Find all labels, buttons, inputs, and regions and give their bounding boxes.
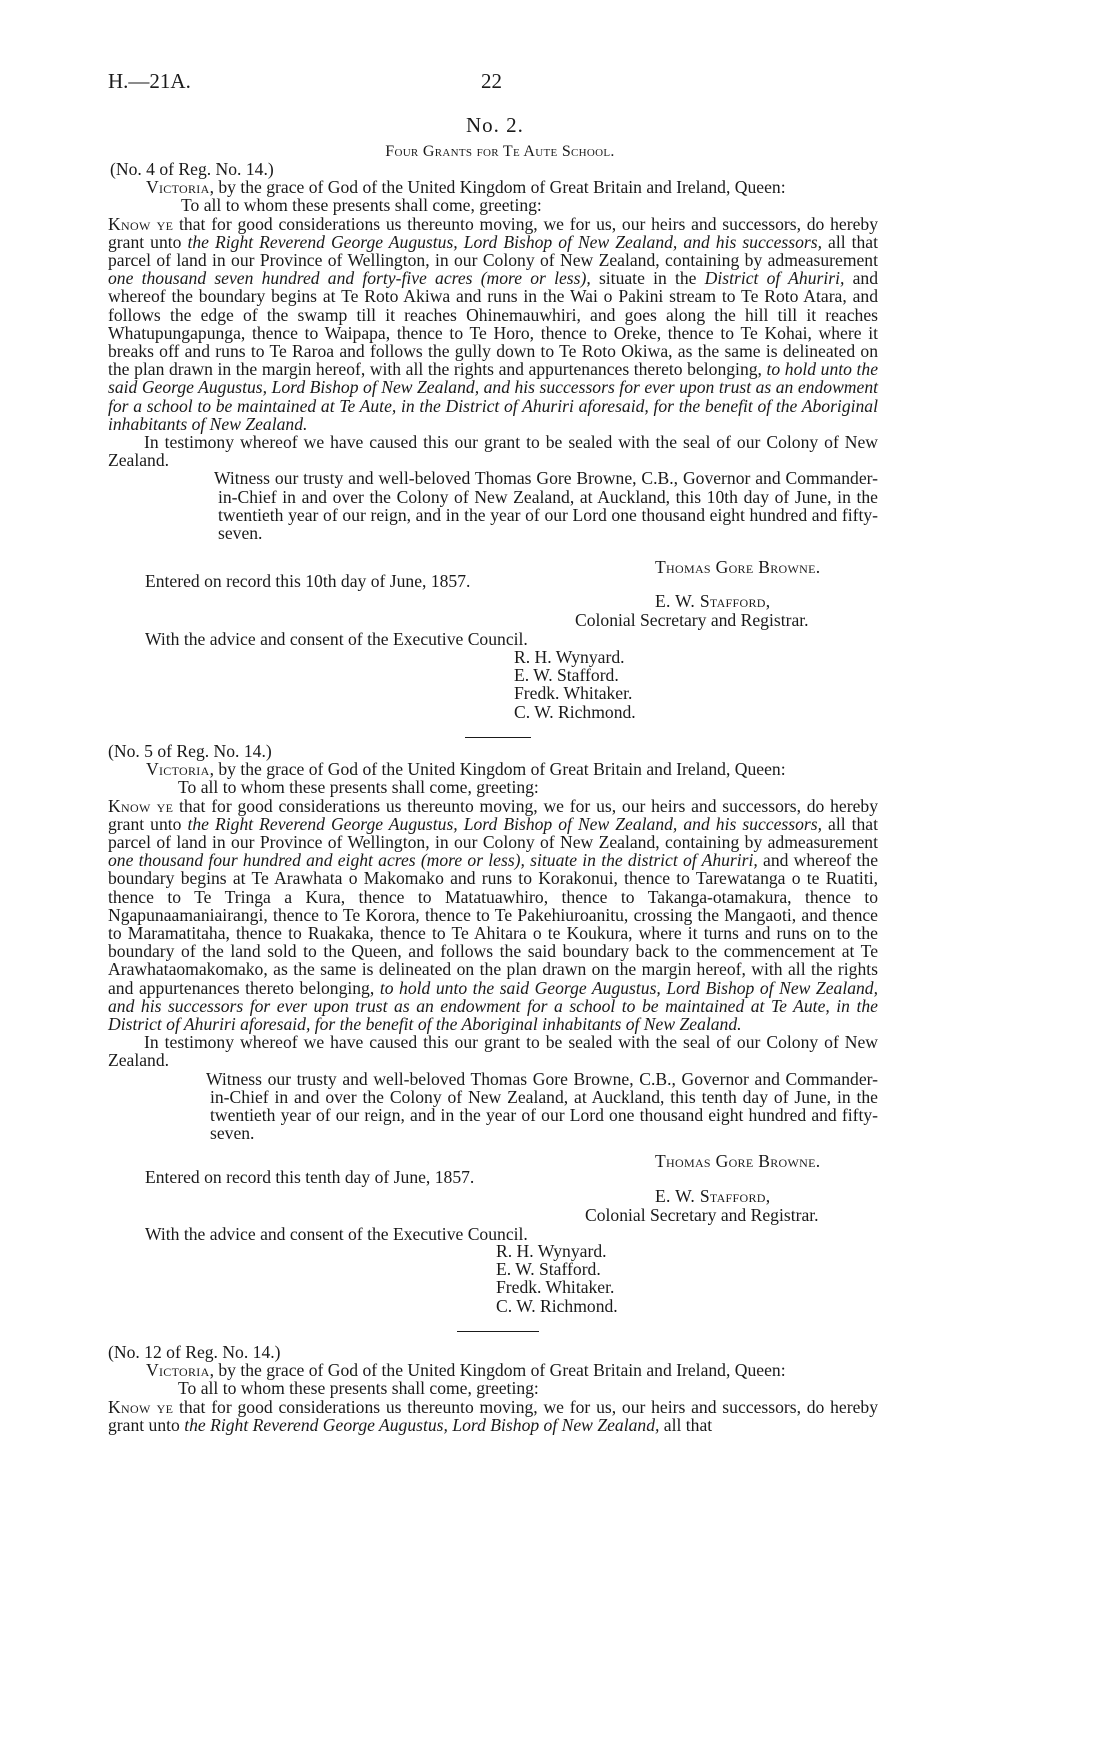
grant-3-to-all: To all to whom these presents shall come, greeting:	[178, 1378, 539, 1399]
grant-2-secretary-title: Colonial Secretary and Registrar.	[585, 1205, 819, 1225]
grant-2-reg-ref: (No. 5 of Reg. No. 14.)	[108, 741, 272, 761]
section-number: No. 2.	[466, 113, 524, 137]
grant-1-testimony: In testimony whereof we have caused this our grant to be sealed with the seal of our Colony of New Zealand.	[108, 432, 878, 471]
grant-1-witness: Witness our trusty and well-beloved Thomas Gore Browne, C.B., Governor and Commander-in-Chief in and over the Colony of New Zealand, at Auckland, this 10th day of June, in the twentieth year of our reign, and in the year of our Lord one thousand eight hundred and fifty-seven.	[214, 468, 878, 544]
grant-2-habendum: to hold unto the said George Augustus, Lord Bishop of New Zealand, and his successors for ever upon trust as an endowment for a school to be maintained at Te Aute, in the District of Ahuriri aforesaid, for the benefit of the Aboriginal inhabitants of New Zealand.	[108, 977, 879, 1035]
grant-2-body-1: that for good considerations us thereunto moving, we for us, our heirs and successors, do hereby grant unto	[108, 795, 878, 834]
grant-3-body-2: all that	[659, 1414, 713, 1435]
grant-1-council-member: R. H. Wynyard.	[514, 647, 625, 667]
grant-2-know-ye: Know ye	[108, 795, 174, 816]
grant-1-body	[108, 215, 878, 433]
grant-1-council-member: Fredk. Whitaker.	[514, 683, 633, 704]
grant-1-body-3: situate in the	[590, 268, 705, 289]
grant-2-area: one thousand four hundred and eight acres (more or less), situate in the district of Ahuriri,	[108, 850, 758, 871]
section-title: Four Grants for Te Aute School.	[385, 143, 615, 160]
grant-1-entered-on-record: Entered on record this 10th day of June, 1857.	[145, 571, 471, 591]
grant-1-habendum: to hold unto the said George Augustus, Lord Bishop of New Zealand, and his successors for ever upon trust as an endowment for a school to be maintained at Te Aute, in the District of Ahuriri aforesaid, for the benefit of the Aboriginal inhabitants of New Zealand.	[108, 359, 879, 434]
document-reference: H.—21A.	[108, 69, 191, 93]
grant-3-body-1: that for good considerations us thereunto moving, we for us, our heirs and successors, do hereby grant unto	[108, 1396, 878, 1435]
grant-1-victoria: Victoria	[146, 177, 210, 198]
grant-2-testimony: In testimony whereof we have caused this our grant to be sealed with the seal of our Colony of New Zealand.	[108, 1032, 878, 1071]
grant-1	[108, 160, 878, 542]
grant-2-council-member: E. W. Stafford.	[496, 1259, 601, 1280]
grant-2-victoria: Victoria	[146, 759, 210, 780]
grant-1-know-ye: Know ye	[108, 213, 174, 234]
grant-1-body-1: that for good considerations us thereunto moving, we for us, our heirs and successors, do hereby grant unto	[108, 213, 878, 252]
grant-1-reg-ref: (No. 4 of Reg. No. 14.)	[110, 159, 274, 179]
grant-1-area: one thousand seven hundred and forty-five acres (more or less),	[108, 268, 591, 289]
grant-3-reg-ref: (No. 12 of Reg. No. 14.)	[108, 1342, 281, 1362]
grant-2-witness: Witness our trusty and well-beloved Thomas Gore Browne, C.B., Governor and Commander-in-Chief in and over the Colony of New Zealand, at Auckland, this tenth day of June, in the twentieth year of our reign, and in the year of our Lord one thousand eight hundred and fifty-seven.	[206, 1068, 878, 1144]
grant-1-secretary-name: E. W. Stafford,	[655, 591, 771, 611]
grant-1-secretary-title: Colonial Secretary and Registrar.	[575, 610, 809, 630]
grant-2-governor-signature: Thomas Gore Browne.	[655, 1151, 821, 1171]
grant-1-to-all: To all to whom these presents shall come, greeting:	[181, 195, 542, 216]
grant-2	[108, 742, 878, 1142]
grant-2-advice: With the advice and consent of the Executive Council.	[145, 1224, 528, 1244]
grant-2-council-member: R. H. Wynyard.	[496, 1241, 607, 1261]
grant-3-victoria: Victoria	[146, 1360, 210, 1381]
grant-3	[108, 1343, 878, 1434]
grant-2-council-member: C. W. Richmond.	[496, 1295, 618, 1316]
grant-3-victoria-rest: , by the grace of God of the United Kingdom of Great Britain and Ireland, Queen:	[209, 1360, 786, 1381]
grant-1-body-4: and whereof the boundary begins at Te Roto Akiwa and runs in the Wai o Pakini stream to Te Roto Atara, and follows the edge of the swamp till it reaches Ohinemauwhiri, and goes along the hill till it reaches Whatupungapunga, thence to Waipapa, thence to Te Horo, thence to Oreke, thence to Te Kohai, where it breaks off and runs to Te Raroa and follows the gully down to Te Roto Okiwa, as the same is delineated on the plan drawn in the margin hereof, with all the rights and appurtenances thereto belonging,	[108, 268, 878, 380]
grant-1-governor-signature: Thomas Gore Browne.	[655, 557, 821, 577]
grant-1-grantee: the Right Reverend George Augustus, Lord Bishop of New Zealand, and his successors,	[187, 231, 822, 252]
grant-2-council-member: Fredk. Whitaker.	[496, 1277, 615, 1298]
grant-2-body-2: all that parcel of land in our Province of Wellington, in our Colony of New Zealand, containing by admeasurement	[108, 813, 879, 853]
grant-3-preamble	[146, 1361, 878, 1379]
grant-2-council-list	[496, 1242, 618, 1315]
grant-2-grantee: the Right Reverend George Augustus, Lord Bishop of New Zealand, and his successors,	[187, 813, 822, 834]
grant-2-preamble	[146, 760, 878, 778]
grant-2-entered-on-record: Entered on record this tenth day of June, 1857.	[145, 1167, 475, 1187]
separator-rule	[465, 737, 531, 738]
grant-2-to-all: To all to whom these presents shall come, greeting:	[178, 777, 539, 798]
grant-1-council-member: E. W. Stafford.	[514, 665, 619, 686]
grant-1-council-list	[514, 648, 636, 721]
grant-3-body	[108, 1398, 878, 1434]
grant-1-victoria-rest: , by the grace of God of the United Kingdom of Great Britain and Ireland, Queen:	[209, 177, 786, 198]
grant-2-victoria-rest: , by the grace of God of the United Kingdom of Great Britain and Ireland, Queen:	[209, 759, 786, 780]
grant-1-district: District of Ahuriri,	[704, 268, 845, 289]
grant-1-advice: With the advice and consent of the Executive Council.	[145, 629, 528, 649]
grant-1-council-member: C. W. Richmond.	[514, 701, 636, 722]
grant-3-know-ye: Know ye	[108, 1396, 174, 1417]
grant-3-grantee: the Right Reverend George Augustus, Lord Bishop of New Zealand,	[184, 1414, 660, 1435]
grant-1-body-2: all that parcel of land in our Province of Wellington, in our Colony of New Zealand, containing by admeasurement	[108, 231, 879, 271]
grant-2-body-4: and whereof the boundary begins at Te Arawhata o Makomako and runs to Korakonui, thence to Tarewatanga o te Ruatiti, thence to Te Tringa a Kura, thence to Matatuawhiro, thence to Takanga-otamakura, thence to Ngapunaamaniairangi, thence to Te Korora, thence to Te Pakehiuroanitu, crossing the Mangaoti, and thence to Maramatitaha, thence to Ruakaka, thence to Te Ahitara o te Koukura, where it turns and runs on to the boundary of the land sold to the Queen, and follows the said boundary back to the commencement at Te Arawhataomakomako, as the same is delineated on the plan drawn on the margin hereof, with all the rights and appurtenances thereto belonging,	[108, 850, 878, 998]
grant-2-body	[108, 797, 878, 1034]
separator-rule	[457, 1331, 539, 1332]
grant-2-secretary-name: E. W. Stafford,	[655, 1186, 771, 1206]
grant-1-preamble	[146, 178, 878, 196]
page-number: 22	[481, 69, 502, 93]
